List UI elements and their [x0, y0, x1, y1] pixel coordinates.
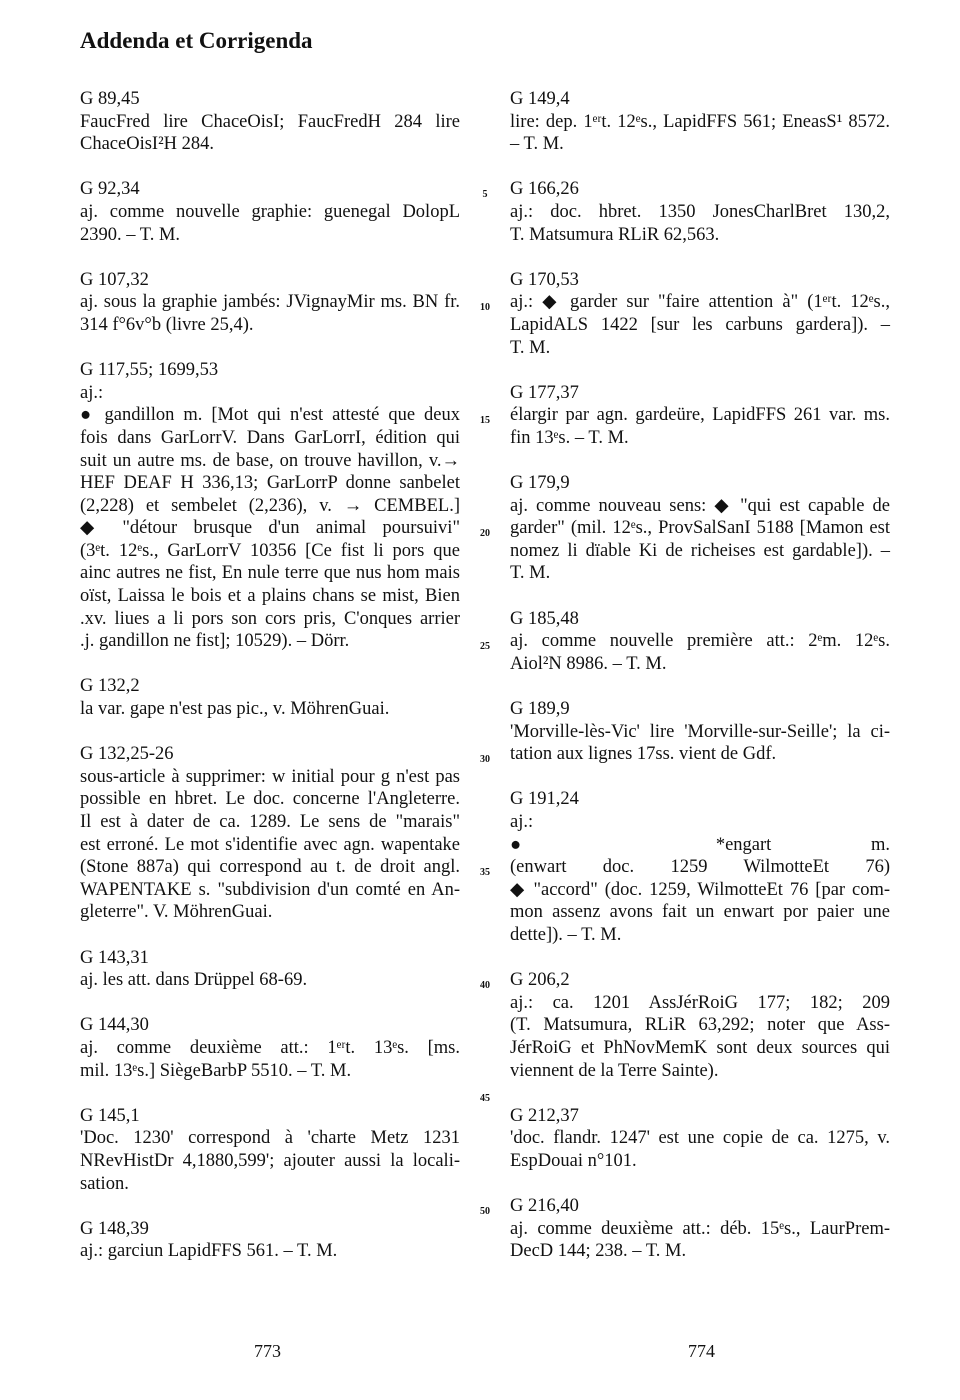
entry: [510, 698, 890, 766]
entry-text-line: ● gandillon m. [Mot qui n'est attesté que deux: [80, 405, 460, 426]
entry-text-line: (3ᵉt. 12ᵉs., GarLorrV 10356 [Ce fist li pors que: [80, 540, 460, 561]
entry-reference: G 148,39: [80, 1218, 149, 1239]
entry-text-line: 'Doc. 1230' correspond à 'charte Metz 1231: [80, 1128, 460, 1149]
entry-text-line: aj. comme nouvelle première att.: 2ᵉm. 12ᵉs.: [510, 631, 890, 652]
entry-text-line: aj. comme deuxième att.: déb. 15ᵉs., LaurPrem-: [510, 1218, 890, 1239]
line-number: 40: [480, 980, 490, 992]
line-number: 20: [480, 528, 490, 540]
entry-reference: G 145,1: [80, 1105, 140, 1126]
entry-text-line: (2,228) et sembelet (2,236), v. → CEMBEL.]: [80, 495, 460, 516]
entry-text-line: lire: dep. 1ᵉʳt. 12ᵉs., LapidFFS 561; EneasS¹ 8572.: [510, 111, 890, 132]
line-number: 50: [480, 1206, 490, 1218]
entry: [510, 269, 890, 359]
entry: [80, 269, 460, 337]
entry-text-line: NRevHistDr 4,1880,599'; ajouter aussi la locali-: [80, 1150, 460, 1171]
entry-text-line: Aiol²N 8986. – T. M.: [510, 653, 667, 674]
entry: [510, 472, 890, 585]
line-number: 30: [480, 754, 490, 766]
line-number: 5: [482, 189, 488, 201]
entry-text-line: – T. M.: [510, 134, 564, 155]
entry-text-line: dette]). – T. M.: [510, 924, 622, 945]
entry-reference: G 189,9: [510, 699, 570, 720]
entry-text-line: ◆ "accord" (doc. 1259, WilmotteEt 76 [par com-: [510, 879, 890, 900]
entry: [80, 178, 460, 246]
line-number: 15: [480, 415, 490, 427]
entry-reference: G 144,30: [80, 1015, 149, 1036]
entry: [510, 788, 890, 946]
entry-reference: G 212,37: [510, 1105, 579, 1126]
entry-text-line: (enwart doc. 1259 WilmotteEt 76): [510, 857, 890, 878]
entry-text-line: fois dans GarLorrV. Dans GarLorrI, édition qui: [80, 427, 460, 448]
entry-text-line: possible en hbret. Le doc. concerne l'Angleterre.: [80, 789, 460, 810]
entry-text-line: ● *engart m.: [510, 834, 890, 855]
entry: [80, 1105, 460, 1195]
entry: [80, 743, 460, 924]
line-number: 25: [480, 641, 490, 653]
entry-reference: G 177,37: [510, 382, 579, 403]
entry-text-line: aj. les att. dans Drüppel 68-69.: [80, 970, 308, 991]
entry-text-line: tation aux lignes 17ss. vient de Gdf.: [510, 744, 777, 765]
entry-text-line: 'doc. flandr. 1247' est une copie de ca. 1275, v.: [510, 1128, 890, 1149]
entry-text-line: T. M.: [510, 563, 551, 584]
entry-text-line: Il est à dater de ca. 1289. Le sens de "marais": [80, 812, 460, 832]
line-number: 45: [480, 1093, 490, 1105]
entry: [510, 608, 890, 676]
left-column: [80, 88, 460, 1285]
entry-reference: G 166,26: [510, 179, 579, 200]
entry-text-line: suit un autre ms. de base, on trouve havillon, v.→: [80, 450, 460, 471]
entry-text-line: garder" (mil. 12ᵉs., ProvSalSanI 5188 [Mamon est: [510, 518, 890, 539]
entry-text-line: aj.: ◆ garder sur "faire attention à" (1ᵉʳt. 12ᵉs.,: [510, 292, 890, 313]
entry-text-line: HEF DEAF H 336,13; GarLorrP donne sanbelet: [80, 473, 460, 494]
entry-text-line: EspDouai n°101.: [510, 1150, 637, 1171]
entry-text-line: T. Matsumura RLiR 62,563.: [510, 224, 720, 245]
entry: [510, 88, 890, 156]
entry: [80, 1218, 460, 1263]
page-header: Addenda et Corrigenda: [80, 28, 313, 53]
page-number-left: 773: [254, 1341, 281, 1361]
entry-reference: G 107,32: [80, 269, 149, 290]
entry-reference: G 170,53: [510, 269, 579, 290]
right-column: [510, 88, 890, 1285]
entry-text-line: ◆ "détour brusque d'un animal poursuivi": [80, 518, 460, 539]
entry-text-line: aj. comme deuxième att.: 1ᵉʳt. 13ᵉs. [ms.: [80, 1037, 460, 1058]
entry-reference: G 206,2: [510, 970, 570, 991]
entry-text-line: ainc autres ne fist, En nule terre que nus hom mais: [80, 563, 460, 584]
entry: [510, 1105, 890, 1173]
entry-text-line: FaucFred lire ChaceOisI; FaucFredH 284 lire: [80, 111, 460, 132]
line-number: 10: [480, 302, 490, 314]
entry-text-line: sation.: [80, 1173, 129, 1194]
entry-text-line: aj.:: [80, 382, 104, 403]
entry-text-line: la var. gape n'est pas pic., v. MöhrenGuai.: [80, 699, 390, 720]
entry-text-line: LapidALS 1422 [sur les carbuns gardera]). –: [510, 314, 890, 335]
entry-text-line: WAPENTAKE s. "subdivision d'un comté en An-: [80, 879, 460, 900]
entry: [510, 178, 890, 246]
entry-text-line: aj. sous la graphie jambés: JVignayMir ms. BN fr.: [80, 292, 460, 313]
entry: [510, 969, 890, 1082]
entry: [80, 1014, 460, 1082]
entry-text-line: 314 f°6v°b (livre 25,4).: [80, 314, 254, 335]
entry-text-line: aj.: doc. hbret. 1350 JonesCharlBret 130,2,: [510, 201, 890, 222]
entry-reference: G 132,25-26: [80, 744, 174, 765]
entry-reference: G 89,45: [80, 89, 140, 109]
entry-reference: G 132,2: [80, 676, 140, 697]
entry-text-line: sous-article à supprimer: w initial pour g n'est pas: [80, 766, 460, 787]
entry-text-line: T. M.: [510, 337, 551, 358]
entry-reference: G 185,48: [510, 608, 579, 629]
entry-text-line: ChaceOisI²H 284.: [80, 134, 214, 155]
entry-text-line: aj.:: [510, 812, 534, 832]
entry-reference: G 191,24: [510, 789, 579, 810]
entry-text-line: mil. 13ᵉs.] SiègeBarbP 5510. – T. M.: [80, 1060, 352, 1081]
entry-text-line: élargir par agn. gardeüre, LapidFFS 261 var. ms.: [510, 405, 890, 426]
entry-text-line: .xv. liues a li pors son cors pris, C'onques arrier: [80, 608, 460, 629]
entry: [80, 88, 460, 156]
entry: [80, 359, 460, 653]
entry-text-line: DecD 144; 238. – T. M.: [510, 1241, 687, 1262]
entry-text-line: 'Morville-lès-Vic' lire 'Morville-sur-Seille'; la ci-: [510, 721, 890, 742]
entry-text-line: 2390. – T. M.: [80, 224, 181, 245]
entry-reference: G 117,55; 1699,53: [80, 360, 219, 381]
page-number-right: 774: [688, 1341, 715, 1361]
entry-text-line: (T. Matsumura, RLiR 63,292; noter que Ass-: [510, 1015, 890, 1036]
entry: [80, 947, 460, 992]
entry-text-line: aj. comme nouveau sens: ◆ "qui est capable de: [510, 495, 890, 516]
entry-text-line: aj.: garciun LapidFFS 561. – T. M.: [80, 1241, 338, 1262]
entry: [80, 675, 460, 720]
entry-text-line: oïst, Laissa le bois et a plains chans se mist, Bien: [80, 586, 460, 607]
entry-text-line: est erroné. Le mot s'identifie avec agn. wapentake: [80, 834, 460, 855]
entry-reference: G 143,31: [80, 947, 149, 968]
entry-text-line: fin 13ᵉs. – T. M.: [510, 427, 629, 448]
entry-text-line: viennent de la Terre Sainte).: [510, 1060, 719, 1081]
entry-text-line: JérRoiG et PhNovMemK sont deux sources qui: [510, 1037, 890, 1058]
entry-reference: G 216,40: [510, 1196, 579, 1217]
entry-text-line: mon assenz avons fait un enwart por paier une: [510, 902, 890, 923]
entry-reference: G 92,34: [80, 179, 140, 200]
entry: [510, 1195, 890, 1263]
entry-text-line: aj.: ca. 1201 AssJérRoiG 177; 182; 209: [510, 992, 890, 1013]
entry-reference: G 179,9: [510, 473, 570, 494]
line-number: 35: [480, 867, 490, 879]
entry: [510, 382, 890, 450]
entry-text-line: gleterre". V. MöhrenGuai.: [80, 902, 273, 923]
entry-text-line: .j. gandillon ne fist]; 10529). – Dörr.: [80, 631, 350, 652]
entry-text-line: (Stone 887a) qui correspond au t. de droit angl.: [80, 857, 460, 878]
entry-text-line: nomez li dïable Ki de richeises est gardable]). –: [510, 540, 890, 561]
entry-text-line: aj. comme nouvelle graphie: guenegal DolopL: [80, 201, 460, 222]
entry-reference: G 149,4: [510, 89, 570, 109]
